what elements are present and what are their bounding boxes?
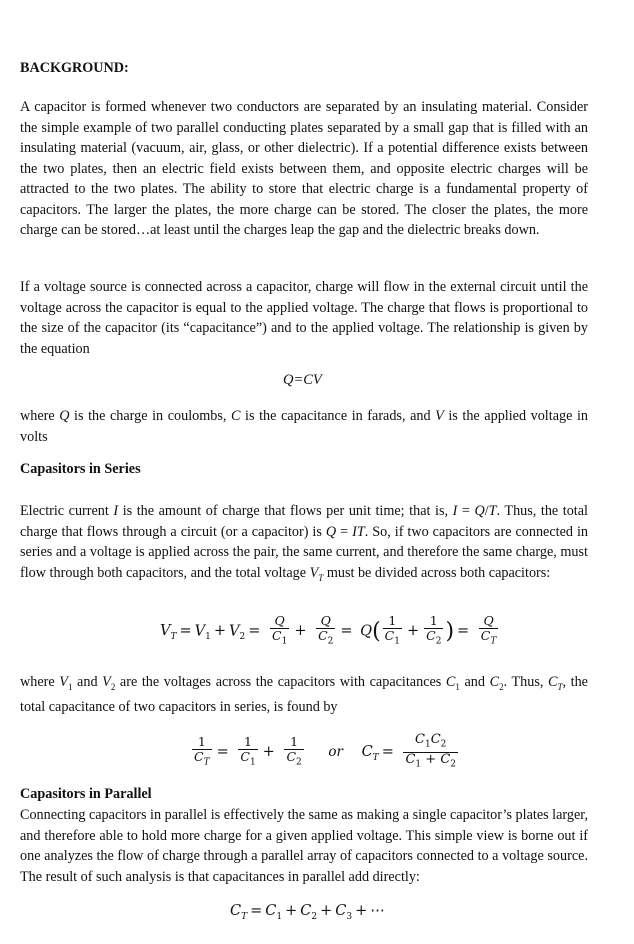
background-paragraph-3: where Q is the charge in coulombs, C is the capacitance in farads, and V is the applied voltage in volts <box>20 408 588 445</box>
series-capacitance-equation: $\frac{1}{C_T}$ = $\frac{1}{C_1}$ + $\frac{1}{C_2}$ or $C_T$ = $\frac{C_1C_2}{C_1 + C_2}$ <box>194 732 456 770</box>
background-heading: BACKGROUND: <box>20 60 129 76</box>
background-paragraph-2: If a voltage source is connected across a capacitor, charge will flow in the external circuit until the voltage across the capacitor is equal to the applied voltage. The charge that flows is proportional to the size of the capacitor (its “capacitance”) and to the applied voltage. The relationship is given by the equation <box>20 279 588 357</box>
parallel-capacitance-equation: $C_T = C_1 + C_2 + C_3$ + ⋯ <box>230 903 385 922</box>
parallel-paragraph-1: Connecting capacitors in parallel is effectively the same as making a single capacitor’s plates larger, and therefore able to hold more charge for a given applied voltage. This simple view is borne out if one analyzes the flow of charge through a parallel array of capacitors connected to a voltage source. The result of such analysis is that capacitances in parallel add directly: <box>20 807 588 885</box>
charge-equation: Q=CV <box>283 372 322 388</box>
series-voltage-equation: $V_T = V_1 + V_2$ = $\frac{Q}{C_1}$ + $\frac{Q}{C_2}$ = Q( $\frac{1}{C_1}$ + $\frac{1}{C_2}$ ) = $\frac{Q}{C_T}$ <box>160 613 497 647</box>
background-paragraph-1: A capacitor is formed whenever two conductors are separated by an insulating material. Consider the simple example of two parallel conducting plates separated by a small gap that is filled with an insulating material (vacuum, air, glass, or other dielectric). If a potential difference exists between the two plates, then an electric field exists between them, and opposite electric charges will be attracted to the two plates. The ability to store that electric charge is a fundamental property of capacitors. The larger the plates, the more charge can be stored. The closer the plates, the more charge can be stored…at least until the charges leap the gap and the dielectric breaks down. <box>20 99 588 238</box>
series-paragraph-2: where $V_1$ and $V_2$ are the voltages across the capacitors with capacitances $C_1$ and $C_2$. Thus, $C_T$, the total capacitance of two capacitors in series, is found by <box>20 674 588 716</box>
series-paragraph-1: Electric current I is the amount of charge that flows per unit time; that is, I = Q/T. Thus, the total charge that flows through a circuit (or a capacitor) is Q = IT. So, if two capacitors are connected in series and a voltage is applied across the pair, the same current, and therefore the same charge, must flow through both capacitors, and the total voltage $V_T$ must be divided across both capacitors: <box>20 503 588 583</box>
or-text: or <box>328 744 343 761</box>
parallel-heading: Capasitors in Parallel <box>20 786 152 802</box>
series-heading: Capasitors in Series <box>20 461 141 477</box>
